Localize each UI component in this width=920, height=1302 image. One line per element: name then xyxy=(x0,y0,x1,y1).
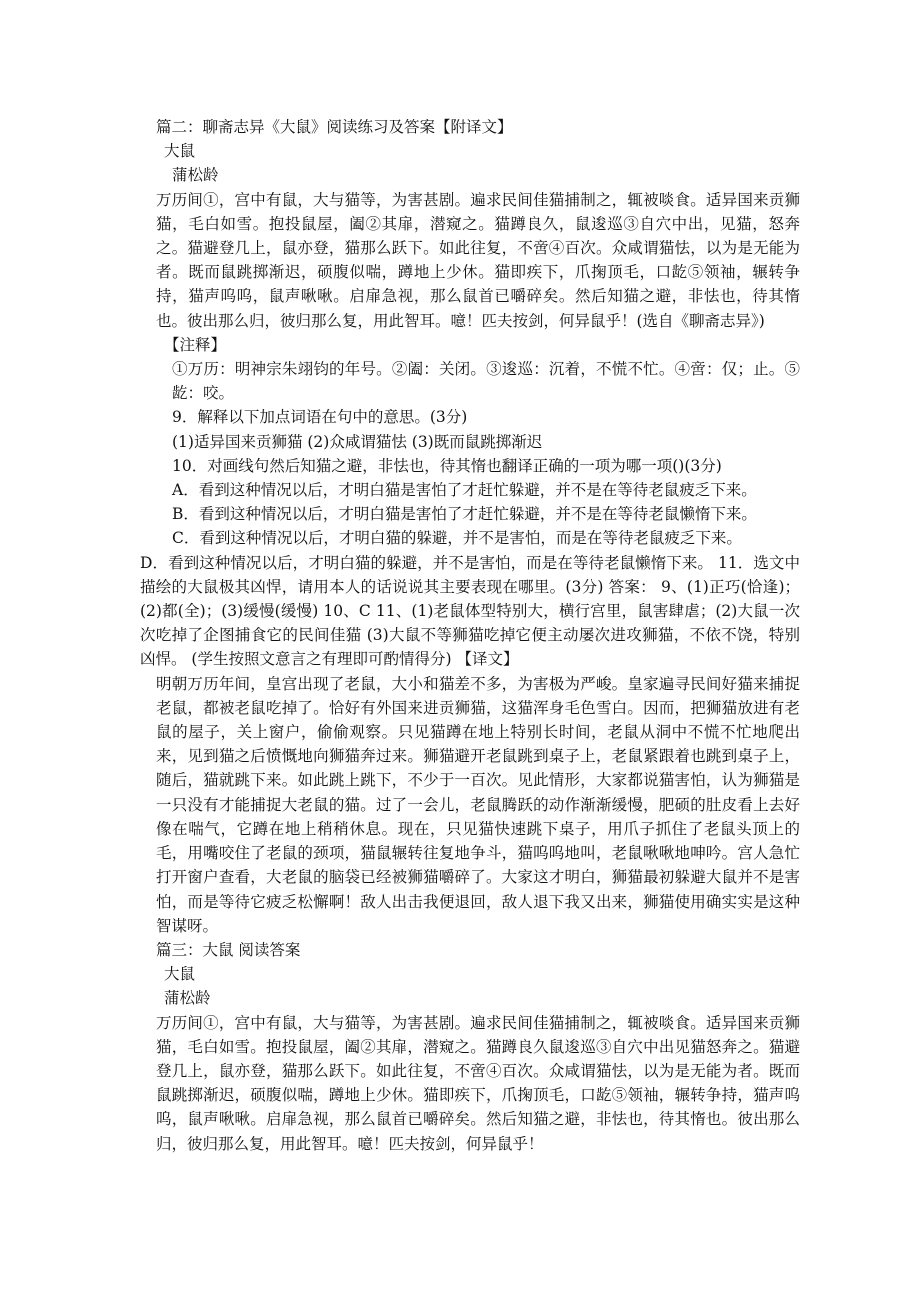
question-9: 9．解释以下加点词语在句中的意思。(3分) xyxy=(172,408,468,427)
option-d-and-answers: D．看到这种情况以后，才明白猫的躲避，并不是害怕，而是在等待老鼠懒惰下来。 11．选文中描绘的大鼠极其凶悍，请用本人的话说说其主要表现在哪里。(3分) 答案： 9、(1)正巧(恰逢)；(2)都(全)；(3)缓慢(缓慢) 10、C 11、(1)老鼠体型特别大，横行宫里，鼠害肆虐；(2)大鼠一次次吃掉了企图捕食它的民间佳猫 (3)大鼠不等狮猫吃掉它便主动屡次进攻狮猫，不依不饶，特别凶悍。 (学生按照文意言之有理即可酌情得分) 【译文】 xyxy=(140,553,800,669)
option-c: C．看到这种情况以后，才明白猫的躲避，并不是害怕，而是在等待老鼠疲乏下来。 xyxy=(172,529,742,548)
section2-notes-heading: 【注释】 xyxy=(164,335,227,354)
question-9-items: (1)适异国来贡狮猫 (2)众咸谓猫怯 (3)既而鼠跳掷渐迟 xyxy=(172,432,543,451)
section2-translation: 明朝万历年间，皇宫出现了老鼠，大小和猫差不多，为害极为严峻。皇家遍寻民间好猫来捕捉老鼠，都被老鼠吃掉了。恰好有外国来进贡狮猫，这猫浑身毛色雪白。因而，把狮猫放进有老鼠的屋子，关上窗户，偷偷观察。只见猫蹲在地上特别长时间，老鼠从洞中不慌不忙地爬出来，见到猫之后愤慨地向狮猫奔过来。狮猫避开老鼠跳到桌子上，老鼠紧跟着也跳到桌子上，随后，猫就跳下来。如此跳上跳下，不少于一百次。见此情形，大家都说猫害怕，认为狮猫是一只没有才能捕捉大老鼠的猫。过了一会儿，老鼠腾跃的动作渐渐缓慢，肥硕的肚皮看上去好像在喘气，它蹲在地上稍稍休息。现在，只见猫快速跳下桌子，用爪子抓住了老鼠头顶上的毛，用嘴咬住了老鼠的颈项，猫鼠辗转往复地争斗，猫呜呜地叫，老鼠啾啾地呻吟。宫人急忙打开窗户查看，大老鼠的脑袋已经被狮猫嚼碎了。大家这才明白，狮猫最初躲避大鼠并不是害怕，而是等待它疲乏松懈啊！敌人出击我便退回，敌人退下我又出来，狮猫使用确实实是这种智谋呀。 xyxy=(156,674,800,935)
section3-title: 大鼠 xyxy=(164,965,196,984)
section2-notes: ①万历：明神宗朱翊钧的年号。②阖：关闭。③逡巡：沉着，不慌不忙。④啻：仅；止。⑤龁：咬。 xyxy=(172,360,800,403)
section3-author: 蒲松龄 xyxy=(164,989,211,1008)
document-body xyxy=(140,115,800,1156)
section3-original-text: 万历间①，宫中有鼠，大与猫等，为害甚剧。遍求民间佳猫捕制之，辄被啖食。适异国来贡狮猫，毛白如雪。抱投鼠屋，阖②其扉，潜窥之。猫蹲良久鼠逡巡③自穴中出见猫怒奔之。猫避登几上，鼠亦登，猫那么跃下。如此往复，不啻④百次。众咸谓猫怯，以为是无能为者。既而鼠跳掷渐迟，硕腹似喘，蹲地上少休。猫即疾下，爪掬顶毛，口龁⑤领袖，辗转争持，猫声呜呜，鼠声啾啾。启扉急视，那么鼠首已嚼碎矣。然后知猫之避，非怯也，待其惰也。彼出那么归，彼归那么复，用此智耳。噫！匹夫按剑，何异鼠乎！ xyxy=(156,1013,800,1153)
option-a: A．看到这种情况以后，才明白猫是害怕了才赶忙躲避，并不是在等待老鼠疲乏下来。 xyxy=(172,481,757,500)
question-10: 10．对画线句然后知猫之避，非怯也，待其惰也翻译正确的一项为哪一项()(3分) xyxy=(172,456,722,475)
option-b: B．看到这种情况以后，才明白猫是害怕了才赶忙躲避，并不是在等待老鼠懒惰下来。 xyxy=(172,505,757,524)
section3-heading: 篇三：大鼠 阅读答案 xyxy=(156,940,301,959)
section2-original-text: 万历间①，宫中有鼠，大与猫等，为害甚剧。遍求民间佳猫捕制之，辄被啖食。适异国来贡狮猫，毛白如雪。抱投鼠屋，阖②其扉，潜窥之。猫蹲良久，鼠逡巡③自穴中出，见猫，怒奔之。猫避登几上，鼠亦登，猫那么跃下。如此往复，不啻④百次。众咸谓猫怯，以为是无能为者。既而鼠跳掷渐迟，硕腹似喘，蹲地上少休。猫即疾下，爪掬顶毛，口龁⑤领袖，辗转争持，猫声呜呜，鼠声啾啾。启扉急视，那么鼠首已嚼碎矣。然后知猫之避，非怯也，待其惰也。彼出那么归，彼归那么复，用此智耳。噫！匹夫按剑，何异鼠乎！(选自《聊斋志异》) xyxy=(156,190,800,330)
section2-title: 大鼠 xyxy=(164,142,196,161)
section2-author: 蒲松龄 xyxy=(172,166,219,185)
section2-heading: 篇二：聊斋志异《大鼠》阅读练习及答案【附译文】 xyxy=(156,118,513,136)
